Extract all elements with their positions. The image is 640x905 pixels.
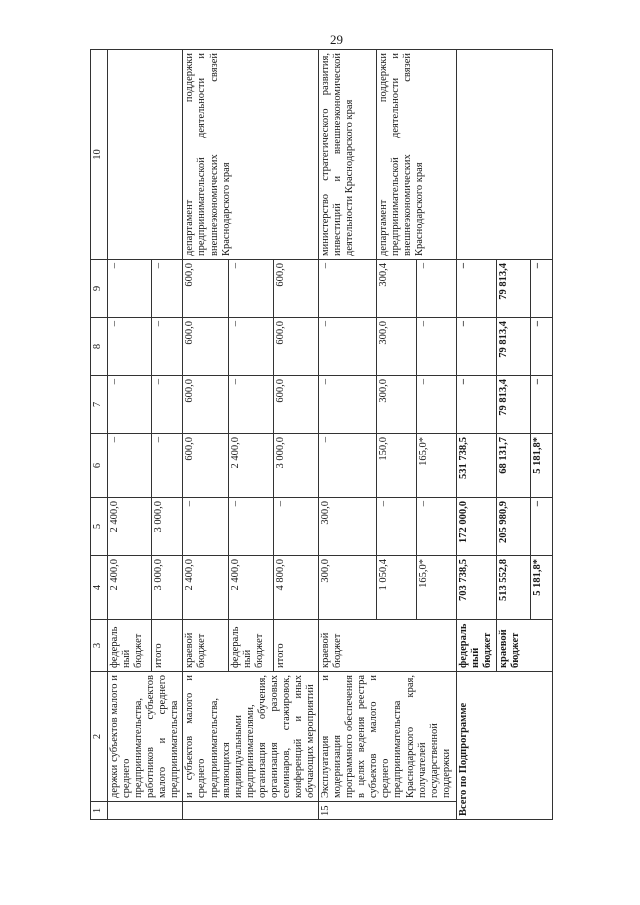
responsible-cell [457, 50, 553, 260]
table-row [457, 50, 497, 820]
value-cell: 513 552,8 [497, 556, 531, 620]
source-cell: федеральный бюджет [108, 620, 152, 672]
value-cell: – [417, 260, 457, 318]
rotated-table-wrapper [90, 50, 600, 820]
value-cell: – [319, 260, 377, 318]
row-number-cell: 15 [319, 802, 457, 820]
value-cell: – [228, 376, 273, 434]
value-cell: 2 400,0 [183, 556, 228, 620]
responsible-cell: департамент поддержки предпринимательской деятельности и внешнеэкономических связей Краснодарского края [377, 50, 457, 260]
value-cell: 3 000,0 [152, 498, 183, 556]
value-cell: – [228, 498, 273, 556]
value-cell: – [152, 434, 183, 498]
value-cell: – [319, 434, 377, 498]
header-cell: 6 [91, 434, 108, 498]
responsible-cell [108, 50, 183, 260]
table-row [108, 50, 152, 820]
value-cell: – [417, 318, 457, 376]
value-cell: 2 400,0 [228, 556, 273, 620]
value-cell: – [228, 318, 273, 376]
header-cell: 3 [91, 620, 108, 672]
value-cell: 531 738,5 [457, 434, 497, 498]
header-cell: 9 [91, 260, 108, 318]
table-row [319, 50, 377, 820]
value-cell: – [228, 260, 273, 318]
value-cell: – [457, 260, 497, 318]
value-cell: – [531, 498, 553, 556]
value-cell: – [183, 498, 228, 556]
value-cell: – [108, 434, 152, 498]
header-cell: 2 [91, 672, 108, 802]
responsible-cell: департамент поддержки предпринимательской деятельности и внешнеэкономических связей Краснодарского края [183, 50, 319, 260]
value-cell: 4 800,0 [273, 556, 318, 620]
header-cell: 7 [91, 376, 108, 434]
table-row [183, 50, 228, 820]
value-cell: 79 813,4 [497, 376, 531, 434]
event-description: держки субъектов малого и среднего предпринимательства, работников субъектов малого и среднего предпринимательства [108, 672, 183, 802]
value-cell: – [531, 376, 553, 434]
source-cell: краевой бюджет [183, 620, 228, 672]
value-cell: 600,0 [183, 434, 228, 498]
value-cell: 600,0 [183, 318, 228, 376]
row-number-cell [183, 802, 319, 820]
responsible-cell: министерство стратегического развития, инвестиций и внешнеэкономической деятельности Краснодарского края [319, 50, 377, 260]
value-cell: 3 000,0 [273, 434, 318, 498]
value-cell: 79 813,4 [497, 318, 531, 376]
value-cell: 703 738,5 [457, 556, 497, 620]
value-cell: – [457, 376, 497, 434]
event-description: и субъектов малого и среднего предпринимательства, являющихся индивидуальными предпринимателями, организация обучения, организация разовых семинаров, стажировок, конференций и иных обучающих мероприятий [183, 672, 319, 802]
value-cell: 205 980,9 [497, 498, 531, 556]
value-cell: – [152, 318, 183, 376]
value-cell: 79 813,4 [497, 260, 531, 318]
value-cell: 1 050,4 [377, 556, 417, 620]
value-cell: – [108, 260, 152, 318]
header-cell: 5 [91, 498, 108, 556]
source-cell: итого [152, 620, 183, 672]
value-cell: – [457, 318, 497, 376]
source-cell: краевой бюджет [497, 620, 553, 672]
value-cell: 165,0* [417, 556, 457, 620]
value-cell: 300,0 [377, 318, 417, 376]
value-cell: – [152, 376, 183, 434]
value-cell: – [417, 376, 457, 434]
totals-label: Всего по Подпрограмме [457, 672, 553, 820]
value-cell: 600,0 [273, 376, 318, 434]
value-cell: 300,0 [319, 498, 377, 556]
value-cell: – [108, 318, 152, 376]
value-cell: 2 400,0 [108, 498, 152, 556]
header-cell: 1 [91, 802, 108, 820]
value-cell: – [319, 376, 377, 434]
value-cell: – [319, 318, 377, 376]
event-description: Эксплуатация и модернизация программного обеспечения в целях ведения реестра субъектов малого и среднего предпринимательства Краснодарского края, получателей государственной поддержки [319, 672, 457, 802]
value-cell: – [417, 498, 457, 556]
value-cell: 2 400,0 [108, 556, 152, 620]
source-cell: итого [273, 620, 318, 672]
value-cell: – [108, 376, 152, 434]
source-cell: краевой бюджет [319, 620, 457, 672]
header-cell: 4 [91, 556, 108, 620]
value-cell: 68 131,7 [497, 434, 531, 498]
value-cell: 600,0 [273, 260, 318, 318]
value-cell: 600,0 [183, 260, 228, 318]
budget-table [90, 49, 553, 820]
value-cell: – [531, 318, 553, 376]
header-cell: 8 [91, 318, 108, 376]
value-cell: – [531, 260, 553, 318]
value-cell: 5 181,8* [531, 556, 553, 620]
value-cell: 172 000,0 [457, 498, 497, 556]
value-cell: 600,0 [273, 318, 318, 376]
value-cell: 2 400,0 [228, 434, 273, 498]
value-cell: 300,0 [319, 556, 377, 620]
value-cell: – [152, 260, 183, 318]
value-cell: 3 000,0 [152, 556, 183, 620]
source-cell: федеральный бюджет [228, 620, 273, 672]
value-cell: 300,4 [377, 260, 417, 318]
value-cell: – [273, 498, 318, 556]
page-number: 29 [330, 32, 343, 47]
value-cell: 150,0 [377, 434, 417, 498]
value-cell: – [377, 498, 417, 556]
source-cell: федеральный бюджет [457, 620, 497, 672]
value-cell: 165,0* [417, 434, 457, 498]
row-number-cell [108, 802, 183, 820]
header-cell: 10 [91, 50, 108, 260]
value-cell: 600,0 [183, 376, 228, 434]
header-row [91, 50, 108, 820]
value-cell: 300,0 [377, 376, 417, 434]
value-cell: 5 181,8* [531, 434, 553, 498]
